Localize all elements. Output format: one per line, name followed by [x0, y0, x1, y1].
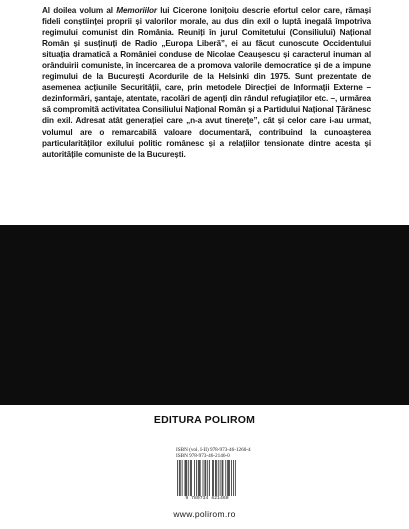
barcode-digits: 9 789734 621460	[176, 496, 238, 501]
isbn-line-set: ISBN (vol. I-II) 978-973-46-1260-4	[176, 447, 251, 453]
publisher-website: www.polirom.ro	[173, 509, 236, 519]
barcode-image	[176, 460, 238, 500]
publisher-name: EDITURA POLIROM	[153, 414, 256, 426]
blurb-book-title: Memoriilor	[116, 6, 157, 15]
black-band	[0, 225, 409, 405]
isbn-block	[176, 447, 251, 459]
isbn-line-volume: ISBN 978-973-46-2146-0	[176, 453, 230, 459]
blurb-intro: Al doilea volum al	[42, 6, 117, 15]
blurb-body: lui Cicerone Ionițoiu descrie efortul celor care, rămași fideli conștiinței proprii și valorilor morale, au dus din exil o luptă inegală împotriva regimului comunist din România. Reuniți în jurul Comitetului (Consiliului) Național Român și susținuți de Radio „Europa Liberă”, ei au făcut cunoscute Occidentului situația dramatică a României conduse de Nicolae Ceaușescu și caracterul inuman al orânduirii comuniste, în încercarea de a promova valorile democratice și de a impune regimului de la București Acordurile de la Helsinki din 1975. Sunt prezentate de asemenea acțiunile Securității, care, prin metodele Direcției de Informații Externe – dezinformări, șantaje, atentate, racolări de agenți din rândul refugiaților etc. –, urmărea să compromită activitatea Consiliului Național Român și a Partidului Național Țărănesc din exil. Adresat atât generației care „n-a avut tinerețe”, cât și celor care i-au urmat, volumul are o remarcabilă valoare documentară, contribuind la cunoașterea particularităților exilului politic românesc și a relațiilor tensionate dintre acesta și autoritățile comuniste de la București.	[42, 6, 372, 159]
back-cover-blurb	[42, 5, 371, 160]
